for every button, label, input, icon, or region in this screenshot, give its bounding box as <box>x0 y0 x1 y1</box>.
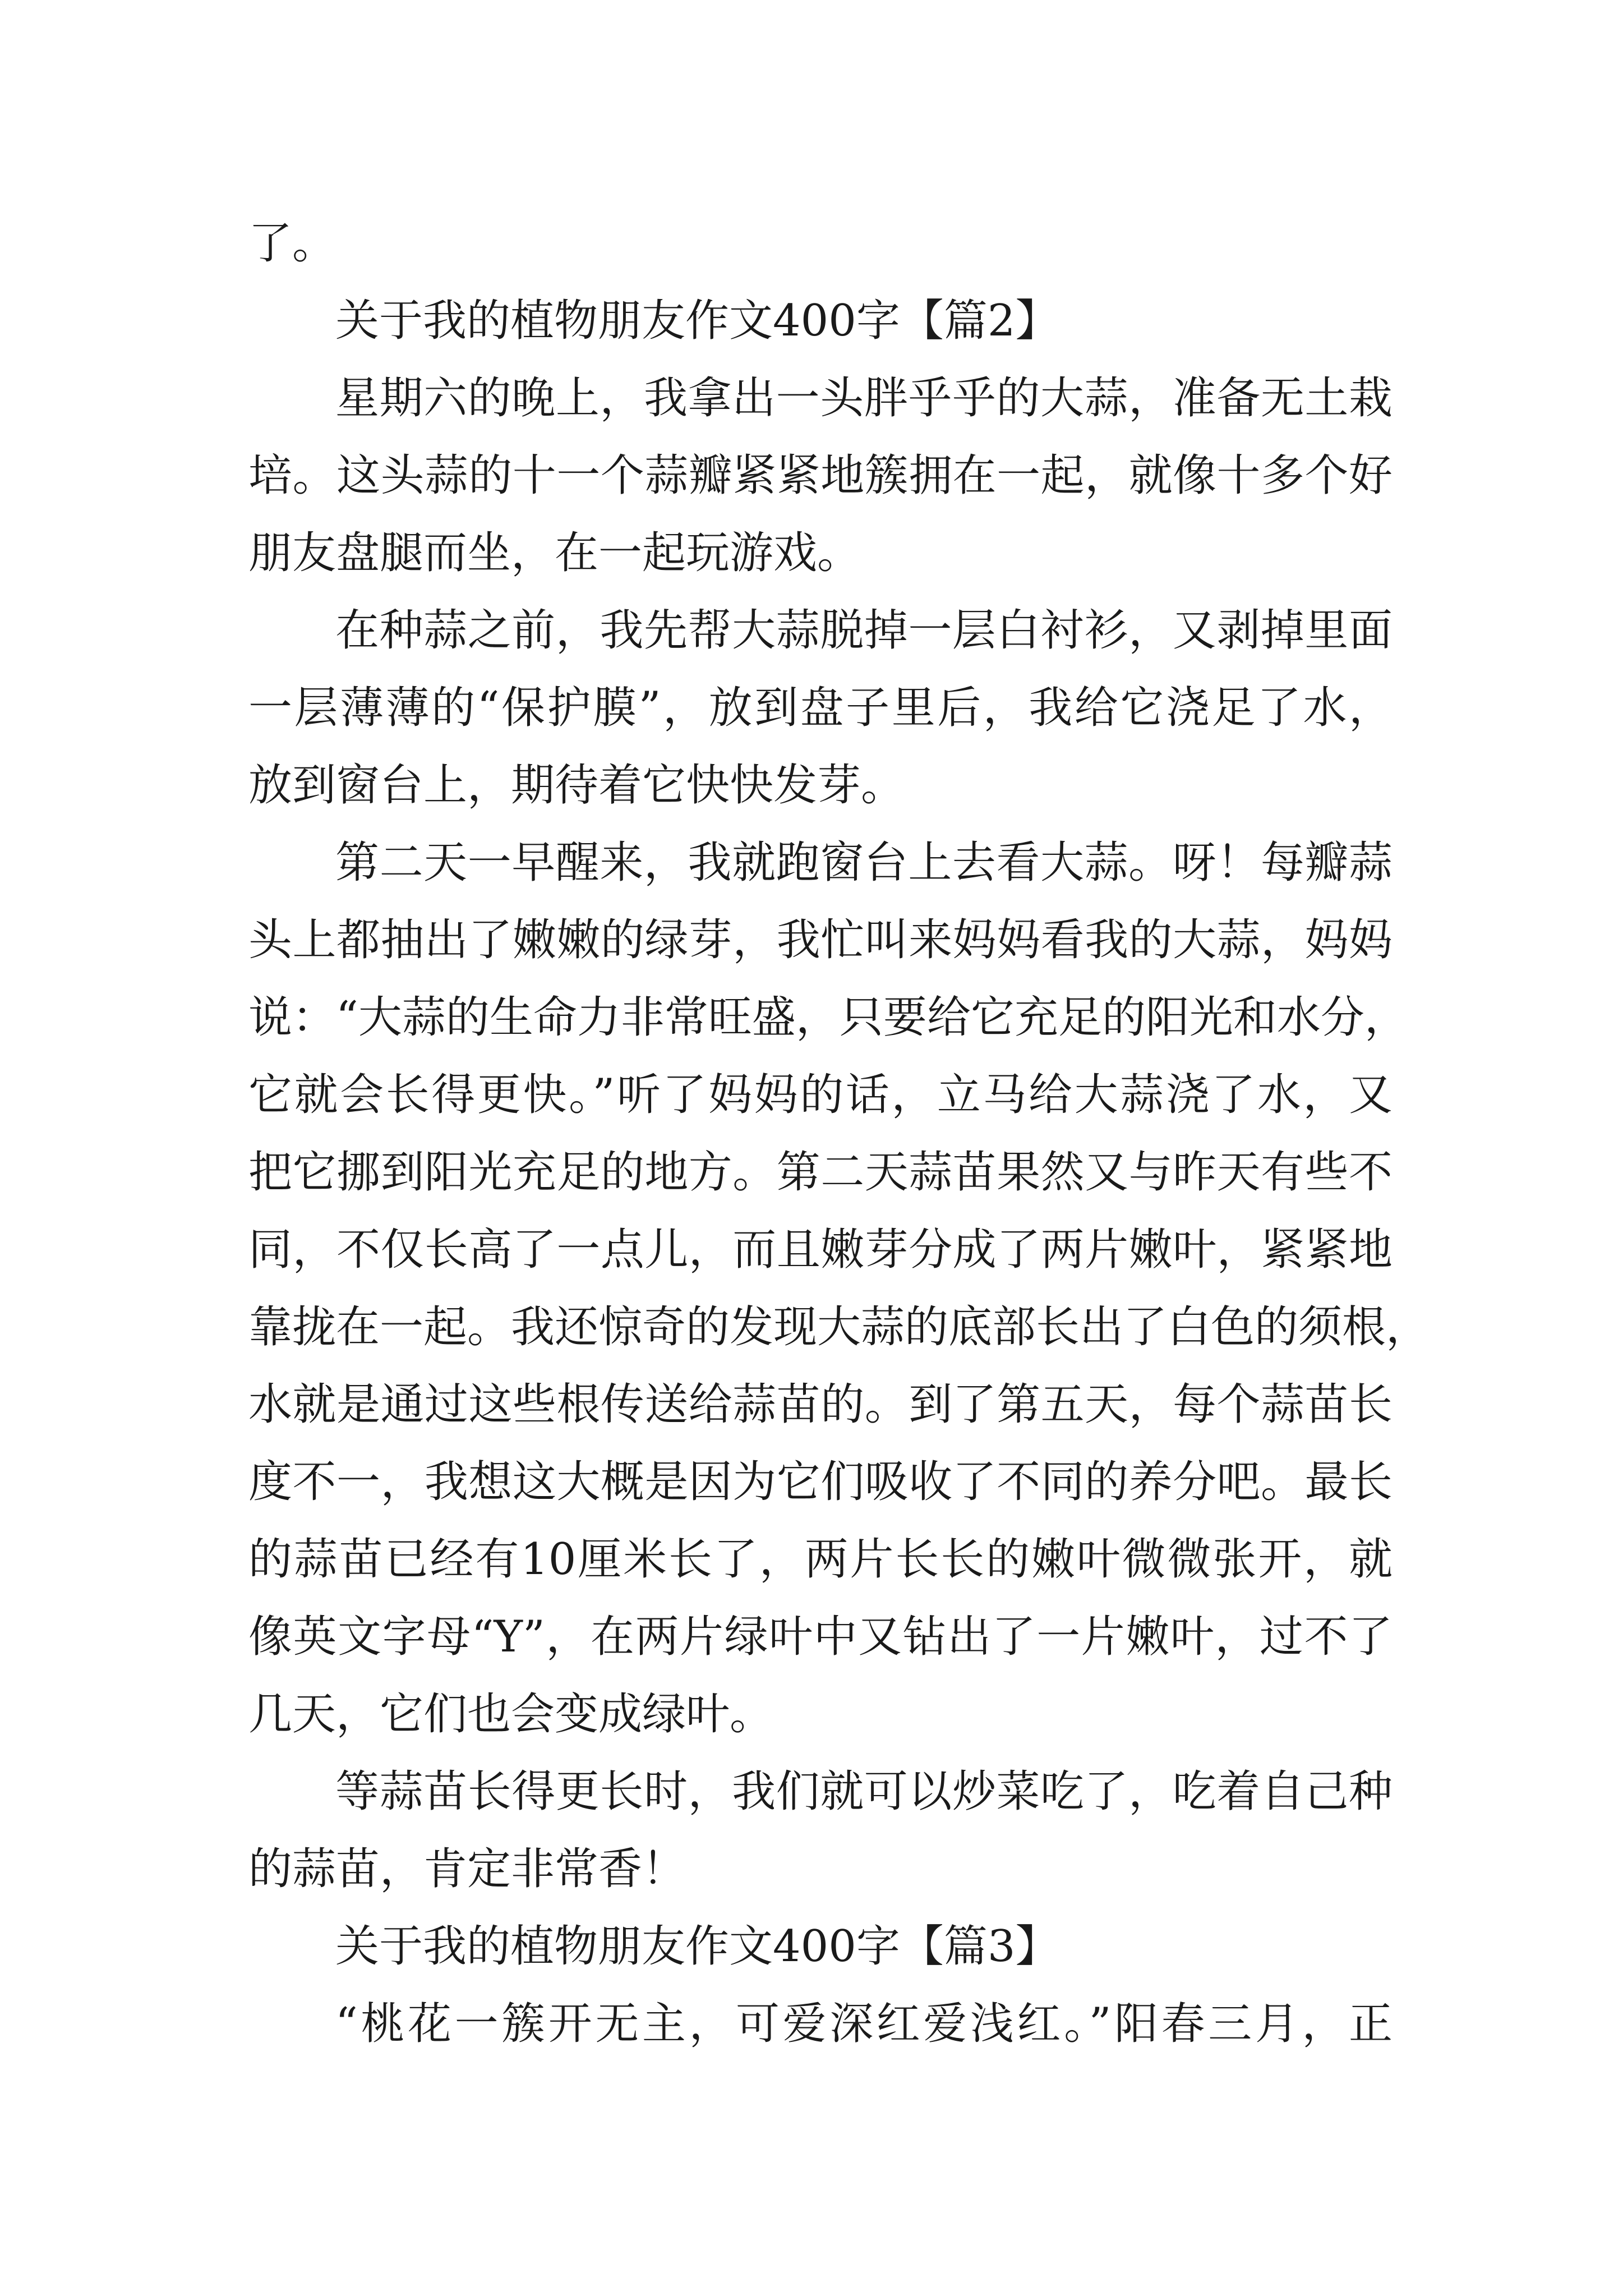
text-line: 度不一，我想这大概是因为它们吸收了不同的养分吧。最长 <box>248 1457 1393 1507</box>
text-line: 第二天一早醒来，我就跑窗台上去看大蒜。呀！每瓣蒜 <box>335 838 1393 888</box>
text-line: 一层薄薄的“保护膜”，放到盘子里后，我给它浇足了水， <box>248 683 1393 733</box>
text-line: 的蒜苗已经有10厘米长了，两片长长的嫩叶微微张开，就 <box>248 1534 1393 1585</box>
text-line: 它就会长得更快。”听了妈妈的话，立马给大蒜浇了水，又 <box>248 1070 1393 1120</box>
text-line: 靠拢在一起。我还惊奇的发现大蒜的底部长出了白色的须根， <box>248 1302 1430 1352</box>
text-line: 了。 <box>248 218 336 269</box>
text-line: 朋友盘腿而坐，在一起玩游戏。 <box>248 528 861 578</box>
text-line: 头上都抽出了嫩嫩的绿芽，我忙叫来妈妈看我的大蒜，妈妈 <box>248 915 1393 965</box>
text-line: 在种蒜之前，我先帮大蒜脱掉一层白衬衫，又剥掉里面 <box>335 605 1393 656</box>
text-line: 等蒜苗长得更长时，我们就可以炒菜吃了，吃着自己种 <box>335 1766 1393 1817</box>
text-line: 培。这头蒜的十一个蒜瓣紧紧地簇拥在一起，就像十多个好 <box>248 450 1393 501</box>
section-heading-2: 关于我的植物朋友作文400字【篇2】 <box>335 296 1059 346</box>
text-line: 说：“大蒜的生命力非常旺盛，只要给它充足的阳光和水分， <box>248 992 1408 1043</box>
text-line: 同，不仅长高了一点儿，而且嫩芽分成了两片嫩叶，紧紧地 <box>248 1225 1393 1275</box>
text-line: 星期六的晚上，我拿出一头胖乎乎的大蒜，准备无土栽 <box>335 373 1393 424</box>
text-line: 放到窗台上，期待着它快快发芽。 <box>248 760 905 811</box>
text-line: 像英文字母“Y”，在两片绿叶中又钻出了一片嫩叶，过不了 <box>248 1612 1393 1662</box>
section-heading-3: 关于我的植物朋友作文400字【篇3】 <box>335 1921 1059 1972</box>
text-line: 水就是通过这些根传送给蒜苗的。到了第五天，每个蒜苗长 <box>248 1379 1393 1430</box>
text-line: 几天，它们也会变成绿叶。 <box>248 1689 774 1740</box>
text-line: “桃花一簇开无主，可爱深红爱浅红。”阳春三月，正 <box>335 1999 1393 2049</box>
text-line: 把它挪到阳光充足的地方。第二天蒜苗果然又与昨天有些不 <box>248 1147 1393 1198</box>
text-line: 的蒜苗，肯定非常香！ <box>248 1844 686 1894</box>
